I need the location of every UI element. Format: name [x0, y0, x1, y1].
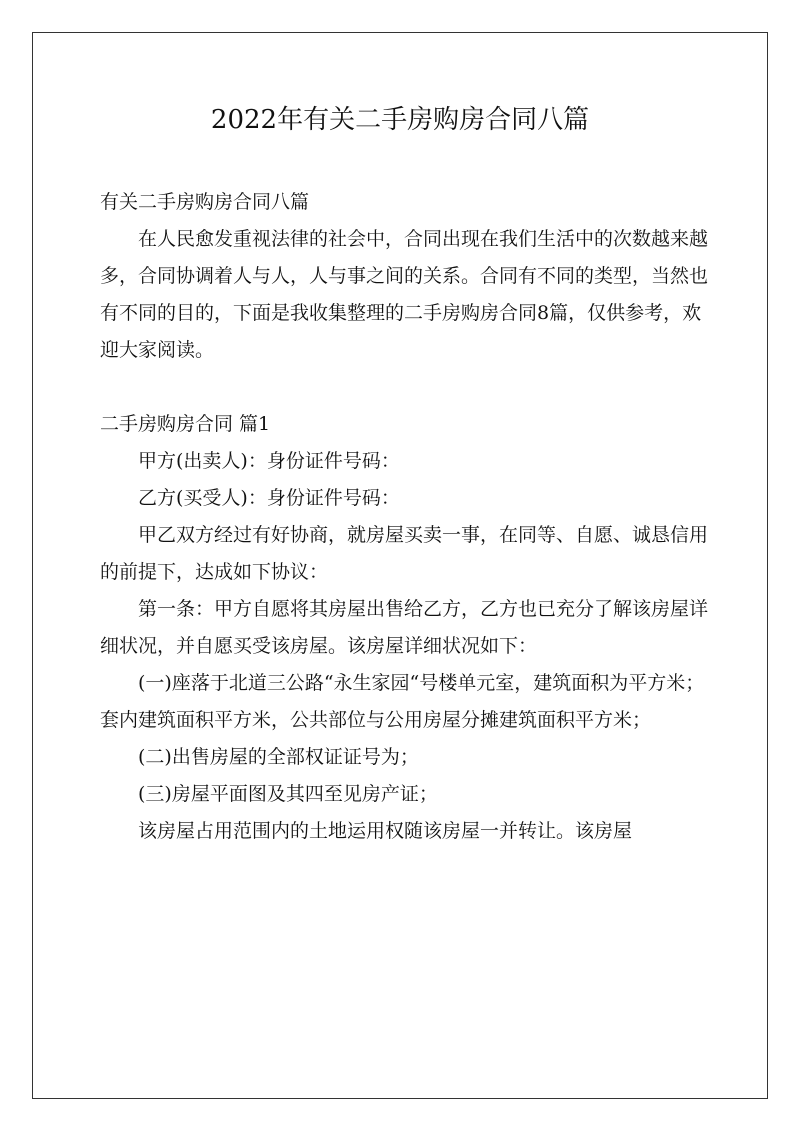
article-one-paragraph: 第一条：甲方自愿将其房屋出售给乙方，乙方也已充分了解该房屋详细状况，并自愿买受该房屋。该房屋详细状况如下：	[100, 598, 709, 657]
subtitle: 有关二手房购房合同八篇	[100, 191, 310, 213]
document-body	[100, 184, 710, 850]
item-three-paragraph: (三)房屋平面图及其四至见房产证；	[138, 783, 438, 805]
agreement-paragraph: 甲乙双方经过有好协商，就房屋买卖一事，在同等、自愿、诚恳信用的前提下，达成如下协议：	[100, 524, 709, 583]
section-gap	[100, 369, 710, 406]
item-one-paragraph: (一)座落于北道三公路“永生家园“号楼单元室，建筑面积为平方米；套内建筑面积平方米，公共部位与公用房屋分摊建筑面积平方米；	[100, 672, 705, 731]
document-title: 2022年有关二手房购房合同八篇	[210, 105, 590, 135]
buyer-line: 乙方(买受人)：身份证件号码：	[138, 487, 400, 509]
seller-line: 甲方(出卖人)：身份证件号码：	[138, 450, 400, 472]
item-two-paragraph: (二)出售房屋的全部权证证号为；	[138, 746, 419, 768]
land-rights-paragraph: 该房屋占用范围内的土地运用权随该房屋一并转让。该房屋	[138, 820, 633, 842]
section-heading: 二手房购房合同 篇1	[100, 413, 271, 435]
intro-paragraph: 在人民愈发重视法律的社会中，合同出现在我们生活中的次数越来越多，合同协调着人与人，人与事之间的关系。合同有不同的类型，当然也有不同的目的，下面是我收集整理的二手房购房合同8篇，仅供参考，欢迎大家阅读。	[100, 228, 709, 361]
